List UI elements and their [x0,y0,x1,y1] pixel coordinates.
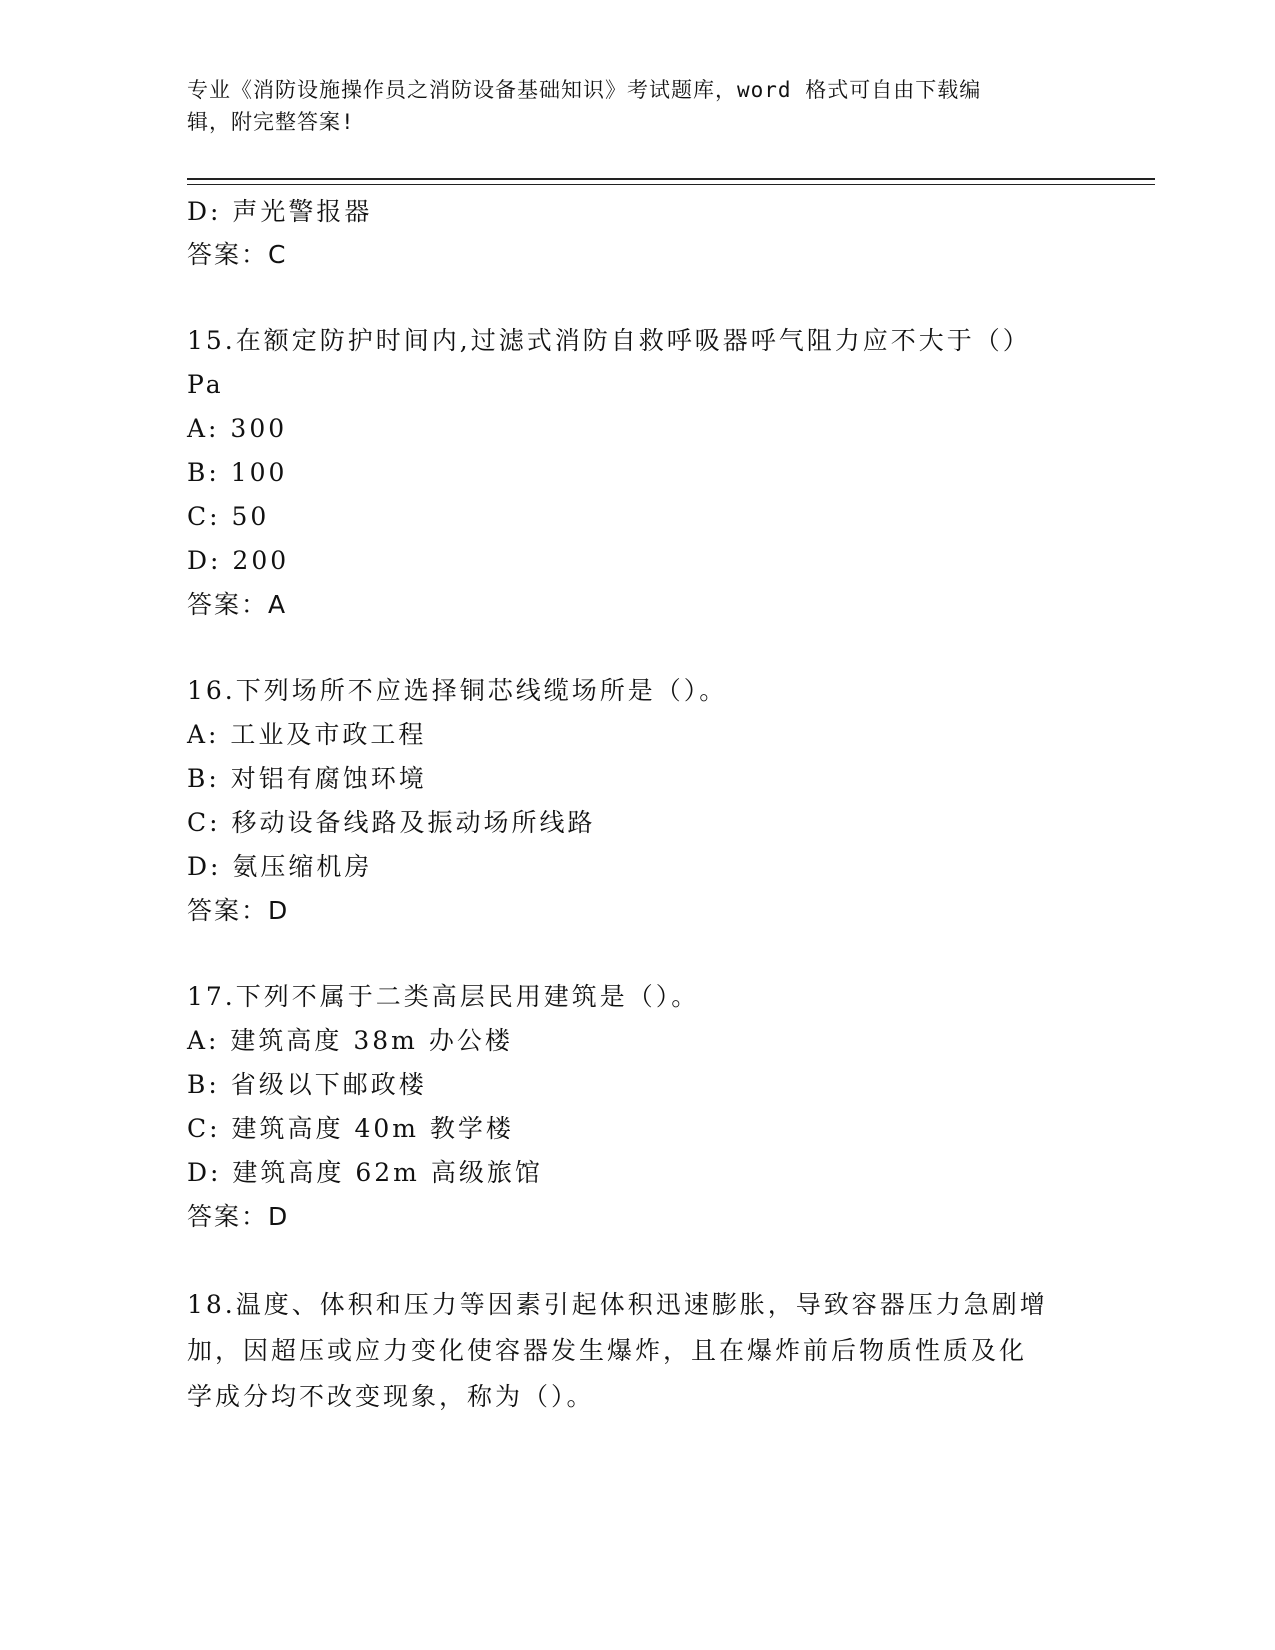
q16-answer: 答案：D [187,896,290,925]
q15-option-b: B: 100 [187,458,288,487]
q15-answer: 答案：A [187,590,288,619]
q16-stem: 16.下列场所不应选择铜芯线缆场所是（）。 [187,676,728,705]
q17-option-c: C: 建筑高度 40m 教学楼 [187,1114,514,1143]
q15-stem-line-1: 15.在额定防护时间内,过滤式消防自救呼吸器呼气阻力应不大于（） [187,326,1031,355]
q18-stem-line-1: 18.温度、体积和压力等因素引起体积迅速膨胀，导致容器压力急剧增 [187,1290,1048,1319]
q17-option-a: A: 建筑高度 38m 办公楼 [187,1026,513,1055]
q15-stem-line-2: Pa [187,370,224,399]
q16-option-a: A: 工业及市政工程 [187,720,427,749]
header-line-1: 专业《消防设施操作员之消防设备基础知识》考试题库，word 格式可自由下载编 [187,78,982,102]
q18-stem-line-3: 学成分均不改变现象，称为（）。 [187,1382,595,1411]
header-divider-thick [187,178,1155,180]
q17-option-b: B: 省级以下邮政楼 [187,1070,427,1099]
q17-answer: 答案：D [187,1202,290,1231]
q16-option-c: C: 移动设备线路及振动场所线路 [187,808,596,837]
prev-answer: 答案：C [187,240,288,269]
q17-option-d: D: 建筑高度 62m 高级旅馆 [187,1158,543,1187]
q16-option-b: B: 对铝有腐蚀环境 [187,764,427,793]
q17-stem: 17.下列不属于二类高层民用建筑是（）。 [187,982,700,1011]
q16-option-d: D: 氨压缩机房 [187,852,373,881]
header-line-2: 辑，附完整答案! [187,110,355,134]
q15-option-a: A: 300 [187,414,288,443]
header-divider-thin [187,184,1155,185]
prev-option-d: D: 声光警报器 [187,197,373,226]
q15-option-d: D: 200 [187,546,290,575]
q15-option-c: C: 50 [187,502,270,531]
q18-stem-line-2: 加，因超压或应力变化使容器发生爆炸，且在爆炸前后物质性质及化 [187,1336,1028,1365]
document-header [187,74,1087,138]
